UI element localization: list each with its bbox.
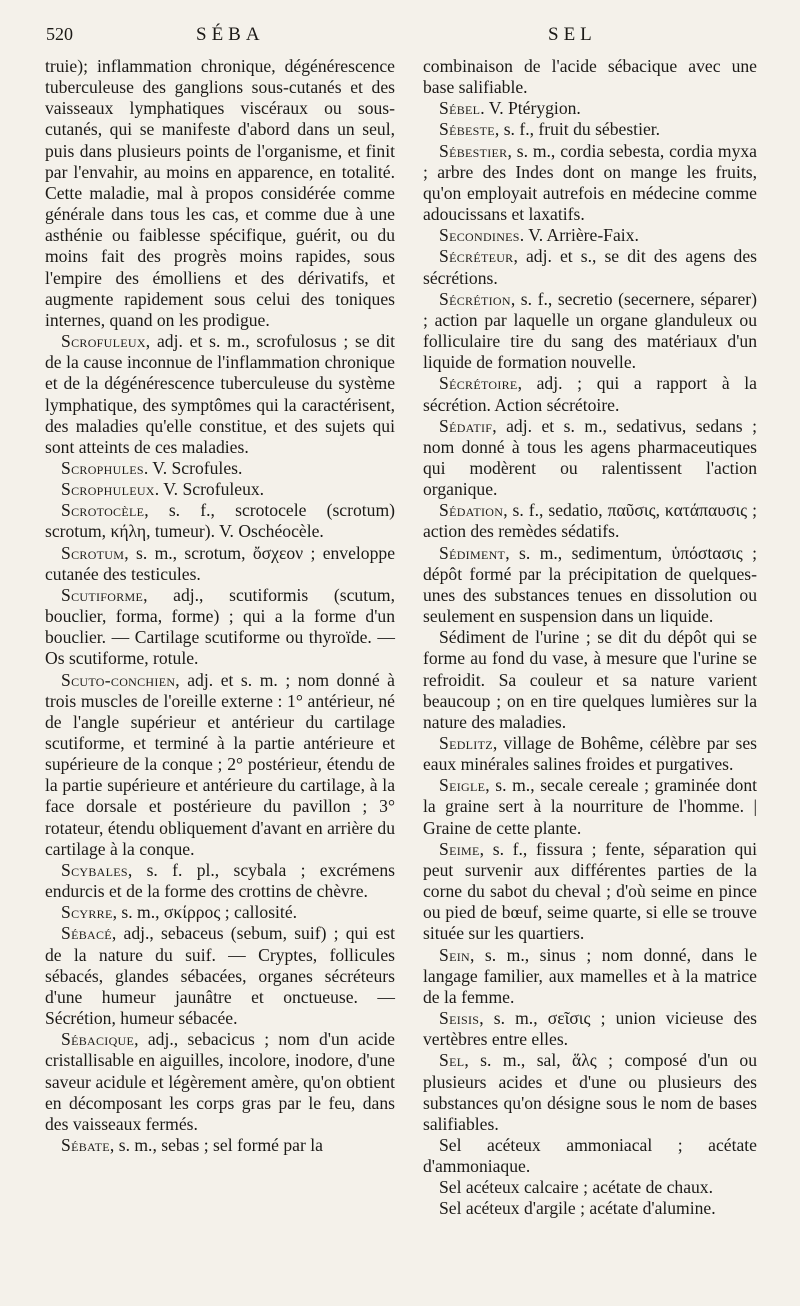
entry-headword: Sécréteur [439,246,514,267]
dictionary-entry [45,670,395,860]
entry-headword: Scrotum [61,542,125,563]
entry-text: , s. f., fissura ; fente, séparation qui peut survenir aux différentes parties de la corne du sabot du cheval ; d'où seime en pince ou pied de bœuf, seime quarte, si elle se trouve située sur les quartiers. [423,838,757,944]
page-header [40,22,760,48]
entry-text: , s. m., sedimentum, ὑπόσtασις ; dépôt formé par la précipitation de quelques-unes des substances tenues en dissolution ou seulement en suspension dans un liquide. [423,542,757,627]
right-column [423,56,757,1220]
entry-text: , s. m., sal, ἅλς ; composé d'un ou plusieurs acides et d'une ou plusieurs des substances qu'on désigne sous le nom de bases salifiables. [423,1050,757,1134]
entry-headword: Sécrétion [439,288,511,309]
entry-text: Sel acéteux ammoniacal ; acétate d'ammoniaque. [423,1134,757,1177]
entry-headword: Secondines [439,225,520,246]
entry-headword: Scrophules [61,457,144,478]
entry-headword: Scybales [61,859,128,880]
entry-text: , s. f., sedatio, παῦσις, κατάπαυσις ; action des remèdes sédatifs. [423,500,757,542]
entry-headword: Scyrre [61,902,113,923]
entry-text: , s. m., σεῖσις ; union vicieuse des vertèbres entre elles. [423,1008,757,1050]
entry-text: , adj. et s., se dit des agens des sécrétions. [423,246,757,288]
dictionary-entry [45,860,395,902]
dictionary-entry [45,902,395,923]
left-column [45,56,395,1156]
dictionary-entry [423,627,757,733]
entry-text: . V. Scrofuleux. [154,479,265,500]
dictionary-entry [45,500,395,542]
entry-headword: Sédatif [439,415,493,436]
entry-text: . V. Arrière-Faix. [519,225,639,246]
dictionary-entry [423,119,757,140]
dictionary-entry [423,733,757,775]
entry-headword: Scutiforme [61,584,144,605]
dictionary-entry [423,1135,757,1177]
entry-headword: Sedlitz [439,733,493,753]
entry-headword: Sébacé [61,923,112,944]
entry-text: , s. m., σκίρρος ; callosité. [112,902,298,923]
entry-text: Sel acéteux d'argile ; acétate d'alumine. [439,1198,716,1219]
entry-text: , s. m., cordia sebesta, cordia myxa ; arbre des Indes dont on mange les fruits, qu'on employait autrefois en médecine comme adoucissans et laxatifs. [423,140,757,225]
dictionary-entry [45,56,395,331]
entry-text: combinaison de l'acide sébacique avec une base salifiable. [423,56,757,98]
entry-headword: Seime [439,838,480,859]
entry-headword: Scrophuleux [61,479,155,500]
entry-headword: Scrofuleux [61,331,146,352]
dictionary-entry [423,289,757,374]
entry-text: , s. f. pl., scybala ; excrémens endurcis et de la forme des crottins de chèvre. [45,859,395,902]
page-number: 520 [46,24,73,44]
entry-text: , s. f., scrotocele (scrotum) scrotum, κήλη, tumeur). V. Oschéocèle. [45,500,395,542]
entry-headword: Sébacique [61,1029,135,1050]
dictionary-entry [423,56,757,98]
entry-headword: Sein [439,944,470,965]
entry-text: . V. Ptérygion. [480,98,581,119]
dictionary-entry [423,98,757,119]
entry-text: , adj. et s. m., scrofulosus ; se dit de la cause inconnue de l'inflammation chronique et de la dégénérescence tuberculeuse du système lymphatique, des symptômes qui la caractérisent, des maladies qu'elle constitue, et des sujets qui sont atteints de ces maladies. [45,331,395,457]
entry-text: , s. f., fruit du sébestier. [494,119,661,140]
entry-text: , s. m., scrotum, ὄσχεον ; enveloppe cutanée des testicules. [45,542,395,584]
entry-headword: Scrotocèle [61,500,145,521]
entry-text: , adj. ; qui a rapport à la sécrétion. Action sécrétoire. [423,373,757,415]
dictionary-entry [45,543,395,585]
entry-text: , adj. et s. m., sedativus, sedans ; nom donné à tous les agens pharmaceutiques qui modèrent ou ralentissent l'action organique. [423,415,757,500]
entry-text: , adj., sebacicus ; nom d'un acide cristallisable en aiguilles, incolore, inodore, d'une saveur acidule et légèrement amère, qu'on obtient en décomposant les corps gras par le feu, dans des vaisseaux fermés. [45,1029,395,1134]
entry-headword: Sédiment [439,542,506,563]
dictionary-entry [423,500,757,542]
entry-text: , s. m., secale cereale ; graminée dont la graine sert à la nourriture de l'homme. | Graine de cette plante. [423,775,757,838]
entry-headword: Sel [439,1050,465,1071]
dictionary-entry [423,141,757,226]
dictionary-entry [423,246,757,288]
dictionary-entry [423,1050,757,1135]
dictionary-entry [423,775,757,838]
dictionary-entry [45,458,395,479]
dictionary-entry [423,839,757,945]
entry-text: , s. m., sinus ; nom donné, dans le langage familier, aux mamelles et à la matrice de la femme. [423,944,757,1007]
entry-text: , s. m., sebas ; sel formé par la [109,1134,323,1155]
entry-text: , village de Bohême, célèbre par ses eaux minérales salines froides et purgatives. [423,733,757,775]
dictionary-entry [45,1029,395,1135]
left-running-head: SÉBA [196,24,265,45]
entry-text: , adj., sebaceus (sebum, suif) ; qui est de la nature du suif. — Cryptes, follicules sébacés, glandes sébacées, organes sécréteurs d'une humeur jaunâtre et onctueuse. — Sécrétion, humeur sébacée. [45,923,395,1029]
entry-text: , adj. et s. m. ; nom donné à trois muscles de l'oreille externe : 1° antérieur, né de l'angle supérieur et antérieur du cartilage scutiforme, et terminé à la partie antérieure et supérieure de la conque ; 2° postérieur, étendu de la partie supérieure et antérieure du cartilage, à la face dorsale et postérieure du pavillon ; 3° rotateur, étendu obliquement d'avant en arrière du cartilage à la conque. [45,669,395,859]
dictionary-entry [45,331,395,458]
entry-headword: Seigle [439,775,486,796]
entry-headword: Scuto-conchien [61,669,176,690]
dictionary-entry [423,945,757,1008]
entry-text: , s. f., secretio (secernere, séparer) ; action par laquelle un organe glanduleux ou folliculaire tire du sang des matériaux d'un liquide de formation nouvelle. [423,288,757,373]
entry-text: . V. Scrofules. [143,457,243,478]
dictionary-entry [423,373,757,415]
dictionary-entry [423,1177,757,1198]
dictionary-entry [45,585,395,670]
dictionary-entry [423,1198,757,1219]
entry-headword: Sébel [439,98,481,119]
entry-headword: Sécrétoire [439,373,518,394]
dictionary-entry [45,1135,395,1156]
entry-headword: Sébeste [439,119,495,140]
entry-text: truie); inflammation chronique, dégénérescence tuberculeuse des ganglions sous-cutanés et des vaisseaux lymphatiques viscéraux ou sous-cutanés, qui se manifeste d'abord dans un seul, puis dans plusieurs points de l'organisme, et finit par l'envahir, au moins en apparence, en totalité. Cette maladie, mal à propos considérée comme générale dans tous les cas, et comme due à une asthénie ou faiblesse spécifique, guérit, ou du moins fait des progrès moins rapides, sous l'empire des émolliens et des dérivatifs, et augmente rapidement sous celui des toniques internes, quand on les prodigue. [45,56,395,330]
entry-headword: Sédation [439,500,504,521]
dictionary-entry [45,479,395,500]
entry-text: Sédiment de l'urine ; se dit du dépôt qui se forme au fond du vase, à mesure que l'urine se refroidit. Sa couleur et sa nature varient beaucoup ; on en tire quelques lumières sur la nature des maladies. [423,627,757,732]
dictionary-entry [423,225,757,246]
dictionary-entry [423,1008,757,1050]
dictionary-entry [45,923,395,1029]
entry-text: , adj., scutiformis (scutum, bouclier, forma, forme) ; qui a la forme d'un bouclier. — Cartilage scutiforme ou thyroïde. — Os scutiforme, rotule. [45,584,395,669]
entry-headword: Seisis [439,1008,480,1029]
dictionary-entry [423,543,757,628]
entry-text: Sel acéteux calcaire ; acétate de chaux. [439,1177,713,1198]
dictionary-entry [423,416,757,501]
entry-headword: Sébate [61,1134,110,1155]
entry-headword: Sébestier [439,140,508,161]
right-running-head: SEL [548,24,597,45]
